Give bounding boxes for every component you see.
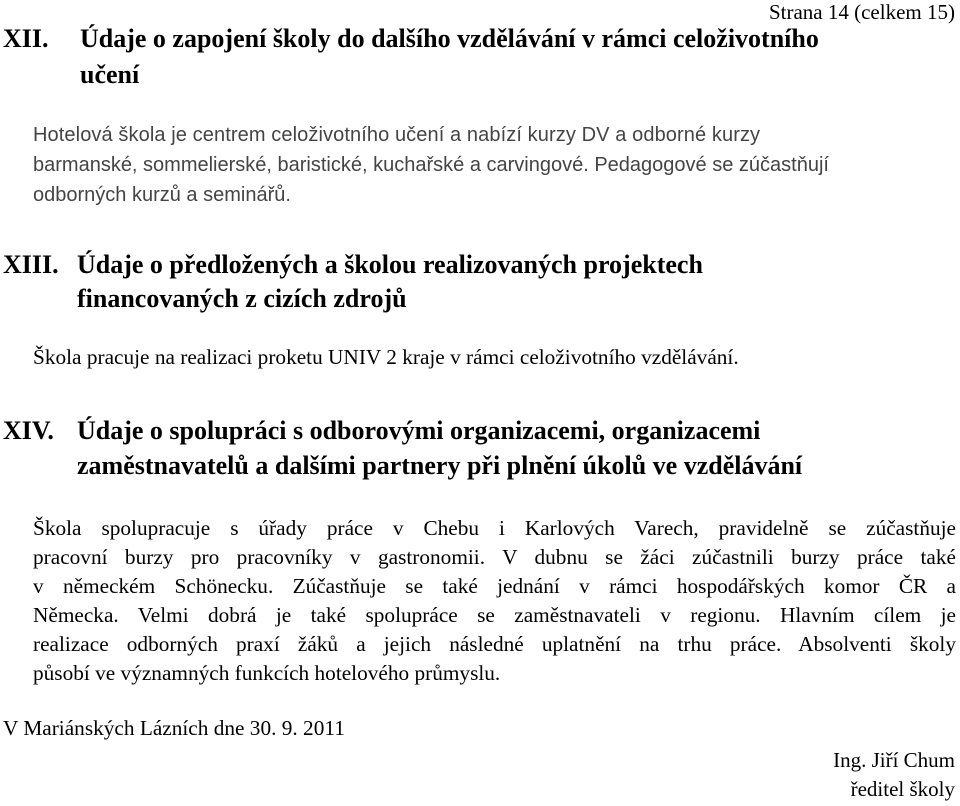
section-number: XII.	[3, 24, 49, 53]
paragraph	[33, 514, 956, 688]
paragraph-line: Škola spolupracuje s úřady práce v Chebu i Karlových Varech, pravidelně se zúčastňuje	[33, 516, 956, 540]
paragraph-line: Hotelová škola je centrem celoživotního učení a nabízí kurzy DV a odborné kurzy	[33, 124, 761, 146]
page-number: Strana 14 (celkem 15)	[768, 0, 955, 24]
paragraph-line: realizace odborných praxí žáků a jejich následné uplatnění na trhu práce. Absolventi školy	[33, 632, 956, 656]
paragraph-line: pracovní burzy pro pracovníky v gastronomii. V dubnu se žáci zúčastnili burzy práce také	[33, 545, 956, 569]
section-number: XIII.	[3, 250, 59, 279]
paragraph-line: působí ve významných funkcích hotelového průmyslu.	[33, 661, 501, 685]
section-heading: Údaje o zapojení školy do dalšího vzdělávání v rámci celoživotního	[80, 24, 819, 53]
paragraph-line: barmanské, sommelierské, baristické, kuchařské a carvingové. Pedagogové se zúčastňují	[33, 154, 829, 176]
section-heading-cont: zaměstnavatelů a dalšími partnery při plnění úkolů ve vzdělávání	[77, 451, 803, 480]
section-heading-cont: učení	[80, 60, 140, 89]
section-heading: Údaje o spolupráci s odborovými organizacemi, organizacemi	[77, 416, 761, 445]
signature-name: Ing. Jiří Chum	[833, 748, 955, 772]
paragraph-line: v německém Schönecku. Zúčastňuje se také jednání v rámci hospodářských komor ČR a	[33, 574, 956, 598]
section-heading: Údaje o předložených a školou realizovaných projektech	[77, 250, 703, 279]
place-date: V Mariánských Lázních dne 30. 9. 2011	[3, 716, 345, 740]
paragraph-line: Německa. Velmi dobrá je také spolupráce se zaměstnavateli v regionu. Hlavním cílem je	[33, 603, 956, 627]
paragraph-line: odborných kurzů a seminářů.	[33, 184, 291, 206]
paragraph-line: Škola pracuje na realizaci proketu UNIV 2 kraje v rámci celoživotního vzdělávání.	[33, 345, 739, 369]
section-heading-cont: financovaných z cizích zdrojů	[77, 284, 407, 313]
section-number: XIV.	[3, 416, 54, 445]
signature-block	[833, 746, 955, 804]
signature-role: ředitel školy	[850, 777, 955, 801]
